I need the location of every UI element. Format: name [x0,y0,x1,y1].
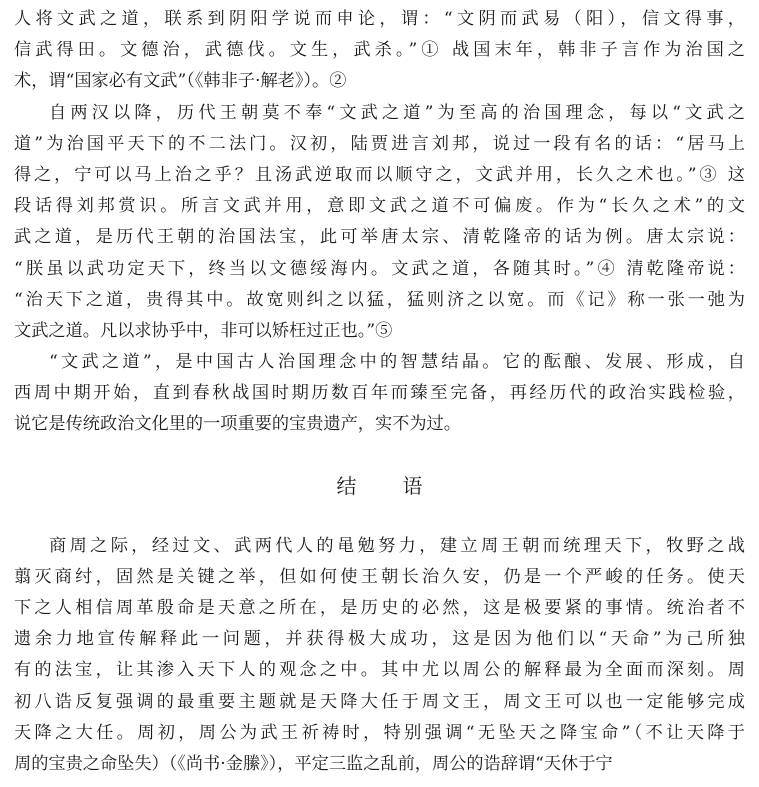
section-heading-char-2: 语 [402,473,423,498]
text-line: 术，谓“国家必有文武”（《韩非子·解老》）。② [14,71,347,92]
section-heading [14,441,745,531]
text-line: 遗余力地宣传解释此一问题，并获得极大成功，这是因为他们以“天命”为己所独 [14,629,745,650]
text-line: 翦灭商纣，固然是关键之举，但如何使王朝长治久安，仍是一个严峻的任务。使天 [14,566,745,587]
section-heading-char-1: 结 [336,473,357,498]
paragraph [14,98,745,348]
text-line: 信武得田。文德治，武德伐。文生，武杀。”① 战国末年，韩非子言作为治国之 [14,40,745,61]
body-text-before-heading [14,4,745,441]
text-line: 说它是传统政治文化里的一项重要的宝贵遗产，实不为过。 [14,414,461,435]
text-line: 下之人相信周革殷命是天意之所在，是历史的必然，这是极要紧的事情。统治者不 [14,598,745,618]
text-line: 西周中期开始，直到春秋战国时期历数百年而臻至完备，再经历代的政治实践检验， [14,383,745,404]
text-line: 有的法宝，让其渗入天下人的观念之中。其中尤以周公的解释最为全面而深刻。周 [14,660,745,681]
paragraph [14,347,745,441]
text-line: “治天下之道，贵得其中。故宽则纠之以猛，猛则济之以宽。而《记》称一张一弛为 [14,289,745,310]
text-line: 文武之道。凡以求协乎中，非可以矫枉过正也。”⑤ [14,320,393,341]
text-line: 人将文武之道，联系到阴阳学说而申论，谓：“文阴而武易（阳），信文得事， [14,9,745,29]
body-text-after-heading [14,531,745,781]
text-line: 得之，宁可以马上治之乎？且汤武逆取而以顺守之，文武并用，长久之术也。”③ 这 [14,164,745,185]
text-line: 初八诰反复强调的最重要主题就是天降大任于周文王，周文王可以也一定能够完成 [14,691,745,712]
text-line: 自两汉以降，历代王朝莫不奉“文武之道”为至高的治国理念，每以“文武之 [49,102,745,123]
text-line: “文武之道”，是中国古人治国理念中的智慧结晶。它的酝酿、发展、形成，自 [49,352,745,373]
text-line: 周的宝贵之命坠失）（《尚书·金縢》），平定三监之乱前，周公的诰辞谓“天休于宁 [14,753,613,774]
text-line: 商周之际，经过文、武两代人的黾勉努力，建立周王朝而统理天下，牧野之战 [49,535,745,556]
text-line: “朕虽以武功定天下，终当以文德绥海内。文武之道，各随其时。”④ 清乾隆帝说： [14,258,745,279]
paragraph [14,531,745,781]
text-line: 道”为治国平天下的不二法门。汉初，陆贾进言刘邦，说过一段有名的话：“居马上 [14,133,745,154]
paragraph [14,4,745,98]
text-line: 段话得刘邦赏识。所言文武并用，意即文武之道不可偏废。作为“长久之术”的文 [14,196,745,217]
text-line: 武之道，是历代王朝的治国法宝，此可举唐太宗、清乾隆帝的话为例。唐太宗说： [14,227,745,248]
text-line: 天降之大任。周初，周公为武王祈祷时，特别强调“无坠天之降宝命”（不让天降于 [14,722,745,743]
